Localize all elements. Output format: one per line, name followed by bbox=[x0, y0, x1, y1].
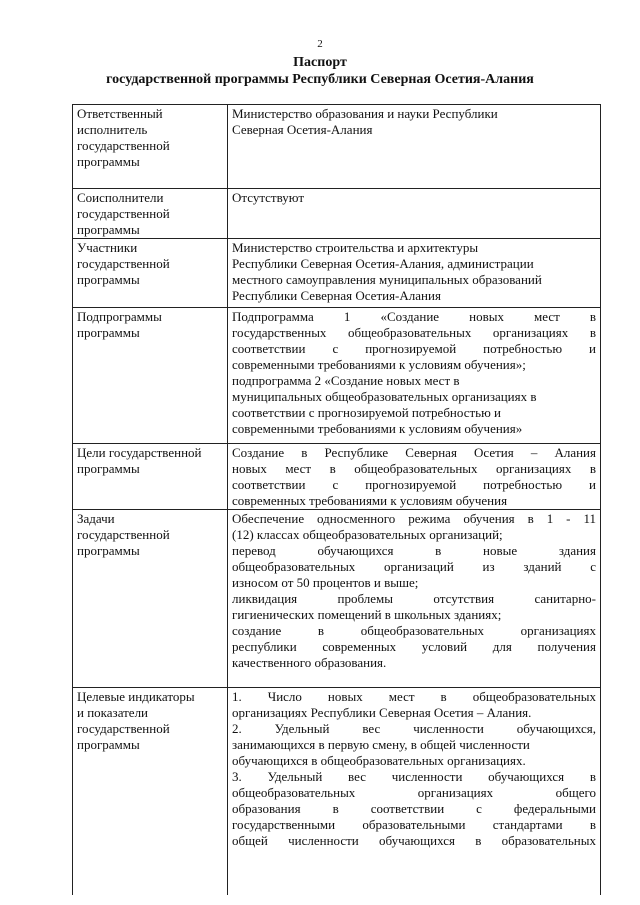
table-row bbox=[73, 105, 601, 189]
row-value-line: общеобразовательных организациях общего bbox=[232, 785, 596, 800]
table-row bbox=[73, 189, 601, 239]
passport-table bbox=[72, 104, 601, 895]
row-value-line: соответствии с прогнозируемой потребностью и bbox=[232, 477, 596, 492]
row-value-line: соответствии с прогнозируемой потребностью и bbox=[232, 341, 596, 356]
row-value-line: образования в соответствии с федеральными bbox=[232, 801, 596, 816]
row-value-line: государственных общеобразовательных организациях в bbox=[232, 325, 596, 340]
row-value-line: современных требованиями к условиям обучения bbox=[232, 493, 508, 508]
row-value-coexecutors bbox=[228, 189, 601, 239]
row-value-indicators bbox=[228, 688, 601, 896]
row-label-line: программы bbox=[77, 154, 140, 169]
row-label-indicators bbox=[73, 688, 228, 896]
row-label-line: программы bbox=[77, 461, 140, 476]
row-value-line: Северная Осетия-Алания bbox=[232, 122, 373, 137]
table-row bbox=[73, 239, 601, 308]
row-label-line: программы bbox=[77, 325, 140, 340]
row-value-line: обучающихся в общеобразовательных организациях. bbox=[232, 753, 526, 768]
row-value-line: современными требованиями к условиям обучения»; bbox=[232, 357, 526, 372]
document-title: Паспорт bbox=[293, 55, 347, 70]
row-label-line: государственной bbox=[77, 206, 170, 221]
row-value-line: общеобразовательных организаций из зданий с bbox=[232, 559, 596, 574]
row-value-line: республики современных условий для получения bbox=[232, 639, 596, 654]
row-label-line: программы bbox=[77, 543, 140, 558]
row-label-tasks bbox=[73, 510, 228, 688]
table-row bbox=[73, 510, 601, 688]
row-value-line: качественного образования. bbox=[232, 655, 387, 670]
row-label-executor bbox=[73, 105, 228, 189]
row-value-tasks bbox=[228, 510, 601, 688]
row-value-line: новых мест в общеобразовательных организациях в bbox=[232, 461, 596, 476]
row-value-line: муниципальных общеобразовательных организациях в bbox=[232, 389, 537, 404]
row-label-subprograms bbox=[73, 308, 228, 444]
row-label-line: программы bbox=[77, 737, 140, 752]
row-value-line: (12) классах общеобразовательных организаций; bbox=[232, 527, 503, 542]
row-label-line: Целевые индикаторы bbox=[77, 689, 195, 704]
row-label-line: государственной bbox=[77, 527, 170, 542]
row-label-line: Цели государственной bbox=[77, 445, 202, 460]
row-value-line: Создание в Республике Северная Осетия – Алания bbox=[232, 445, 596, 460]
row-label-line: Ответственный bbox=[77, 106, 163, 121]
row-value-line: создание в общеобразовательных организациях bbox=[232, 623, 596, 638]
row-value-line: Отсутствуют bbox=[232, 190, 305, 205]
row-value-line: организациях Республики Северная Осетия – Алания. bbox=[232, 705, 532, 720]
table-row bbox=[73, 444, 601, 510]
row-value-participants bbox=[228, 239, 601, 308]
row-label-participants bbox=[73, 239, 228, 308]
row-value-line: Обеспечение односменного режима обучения в 1 - 11 bbox=[232, 511, 596, 526]
row-value-line: Республики Северная Осетия-Алания, администрации bbox=[232, 256, 534, 271]
row-label-line: Участники bbox=[77, 240, 138, 255]
row-label-line: Задачи bbox=[77, 511, 115, 526]
row-label-goals bbox=[73, 444, 228, 510]
row-label-line: Подпрограммы bbox=[77, 309, 162, 324]
row-value-goals bbox=[228, 444, 601, 510]
row-value-line: 3. Удельный вес численности обучающихся в bbox=[232, 769, 596, 784]
row-value-line: местного самоуправления муниципальных образований bbox=[232, 272, 542, 287]
row-value-line: ликвидация проблемы отсутствия санитарно- bbox=[232, 591, 596, 606]
row-value-line: Министерство образования и науки Республики bbox=[232, 106, 498, 121]
row-value-line: 1. Число новых мест в общеобразовательных bbox=[232, 689, 596, 704]
row-value-line: современными требованиями к условиям обучения» bbox=[232, 421, 523, 436]
row-value-line: Министерство строительства и архитектуры bbox=[232, 240, 479, 255]
row-value-subprograms bbox=[228, 308, 601, 444]
row-label-line: и показатели bbox=[77, 705, 149, 720]
row-value-executor bbox=[228, 105, 601, 189]
row-value-line: 2. Удельный вес численности обучающихся, bbox=[232, 721, 596, 736]
row-label-line: программы bbox=[77, 272, 140, 287]
row-value-line: подпрограмма 2 «Создание новых мест в bbox=[232, 373, 460, 388]
row-value-line: государственными образовательными стандартами в bbox=[232, 817, 596, 832]
table-row bbox=[73, 688, 601, 896]
row-label-coexecutors bbox=[73, 189, 228, 239]
row-label-line: государственной bbox=[77, 138, 170, 153]
row-value-line: износом от 50 процентов и выше; bbox=[232, 575, 419, 590]
row-label-line: государственной bbox=[77, 256, 170, 271]
row-value-line: соответствии с прогнозируемой потребностью и bbox=[232, 405, 502, 420]
row-value-line: общей численности обучающихся в образовательных bbox=[232, 833, 596, 848]
row-label-line: программы bbox=[77, 222, 140, 237]
table-row bbox=[73, 308, 601, 444]
page-number: 2 bbox=[317, 38, 323, 50]
row-value-line: Подпрограмма 1 «Создание новых мест в bbox=[232, 309, 596, 324]
row-value-line: занимающихся в первую смену, в общей численности bbox=[232, 737, 530, 752]
row-label-line: государственной bbox=[77, 721, 170, 736]
row-value-line: Республики Северная Осетия-Алания bbox=[232, 288, 441, 303]
row-label-line: исполнитель bbox=[77, 122, 148, 137]
row-value-line: перевод обучающихся в новые здания bbox=[232, 543, 596, 558]
row-label-line: Соисполнители bbox=[77, 190, 164, 205]
row-value-line: гигиенических помещений в школьных зданиях; bbox=[232, 607, 502, 622]
document-subtitle: государственной программы Республики Северная Осетия-Алания bbox=[106, 72, 534, 87]
